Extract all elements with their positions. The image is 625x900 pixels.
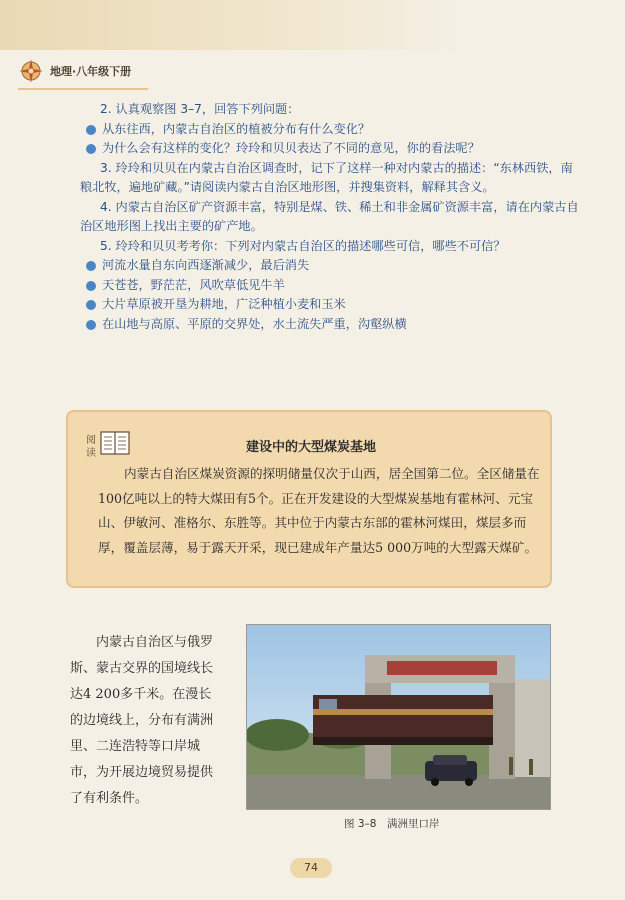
page-header xyxy=(18,58,148,90)
question-5-bullet: 在山地与高原、平原的交界处，水土流失严重，沟壑纵横 xyxy=(80,315,580,335)
question-5-bullet: 天苍苍，野茫茫，风吹草低见牛羊 xyxy=(80,276,580,296)
question-2: 2. 认真观察图 3–7，回答下列问题： xyxy=(100,102,300,116)
question-2-bullet: 为什么会有这样的变化？玲玲和贝贝表达了不同的意见，你的看法呢？ xyxy=(80,139,580,159)
reading-text: 内蒙古自治区煤炭资源的探明储量仅次于山西，居全国第二位。全区储量在100亿吨以上的特大煤田有5个。正在开发建设的大型煤炭基地有霍林河、元宝山、伊敏河、准格尔、东胜等。其中位于内蒙古东部的霍林河煤田，煤层多而厚，覆盖层薄，易于露天开采，现已建成年产量达5 000万吨的大型露天煤矿。 xyxy=(98,466,540,555)
reading-title: 建设中的大型煤炭基地 xyxy=(245,440,376,455)
question-5: 5. 玲玲和贝贝考考你：下列对内蒙古自治区的描述哪些可信，哪些不可信？ xyxy=(100,238,506,253)
question-2-bullet: 从东往西，内蒙古自治区的植被分布有什么变化？ xyxy=(80,120,580,140)
question-5-bullet: 大片草原被开垦为耕地，广泛种植小麦和玉米 xyxy=(80,295,580,315)
bullet-dot-icon xyxy=(86,281,96,291)
question-3: 3. 玲玲和贝贝在内蒙古自治区调查时，记下了这样一种对内蒙古的描述：“东林西铁，南粮北牧，遍地矿藏。”请阅读内蒙古自治区地形图，并搜集资料，解释其含义。 xyxy=(80,160,573,194)
reading-box xyxy=(66,410,552,588)
reading-label: 阅读 xyxy=(86,435,96,459)
bullet-dot-icon xyxy=(86,261,96,271)
question-5-bullet: 河流水量自东向西逐渐减少，最后消失 xyxy=(80,256,580,276)
book-title: 地理·八年级下册 xyxy=(50,65,132,78)
manzhouli-port-photo xyxy=(246,624,551,810)
top-decoration-band xyxy=(0,0,625,50)
bullet-dot-icon xyxy=(86,320,96,330)
question-4: 4. 内蒙古自治区矿产资源丰富，特别是煤、铁、稀土和非金属矿资源丰富，请在内蒙古自治区地形图上找出主要的矿产地。 xyxy=(80,199,579,233)
bullet-dot-icon xyxy=(86,144,96,154)
bullet-dot-icon xyxy=(86,300,96,310)
page-number: 74 xyxy=(290,858,332,878)
compass-icon xyxy=(18,58,44,84)
bullet-dot-icon xyxy=(86,125,96,135)
border-trade-paragraph: 内蒙古自治区与俄罗斯、蒙古交界的国境线长达4 200多千米。在漫长的边境线上，分布有满洲里、二连浩特等口岸城市，为开展边境贸易提供了有利条件。 xyxy=(70,635,214,806)
questions-section xyxy=(80,100,580,334)
figure-caption: 图 3–8 满洲里口岸 xyxy=(344,818,440,830)
